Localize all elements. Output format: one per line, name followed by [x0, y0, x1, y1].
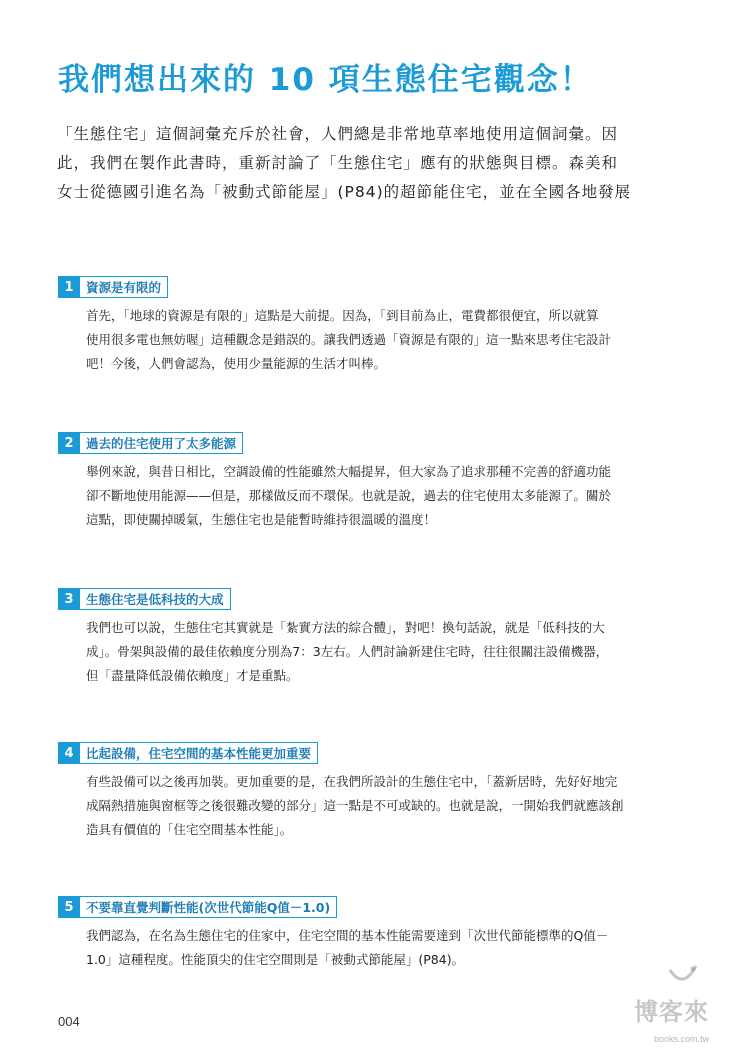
body-line: 1.0」這種程度。性能頂尖的住宅空間則是「被動式節能屋」(P84)。	[86, 952, 465, 967]
section-body	[86, 616, 671, 688]
body-line: 但「盡量降低設備依賴度」才是重點。	[86, 668, 299, 683]
watermark-url: books.com.tw	[654, 1034, 710, 1044]
section-title: 生態住宅是低科技的大成	[80, 588, 231, 610]
section-number: 4	[58, 742, 80, 764]
page-title: 我們想出來的 10 項生態住宅觀念！	[58, 62, 593, 98]
section-heading	[58, 276, 670, 298]
section-3	[58, 588, 670, 688]
watermark-text: 博客來	[634, 998, 709, 1026]
body-line: 我們認為，在名為生態住宅的住家中，住宅空間的基本性能需要達到「次世代節能標準的Q值－	[86, 928, 609, 943]
section-body	[86, 304, 671, 376]
section-body	[86, 460, 671, 532]
section-heading	[58, 742, 670, 764]
section-4	[58, 742, 670, 842]
body-line: 有些設備可以之後再加裝。更加重要的是，在我們所設計的生態住宅中，「蓋新居時，先好好地完	[86, 774, 618, 789]
body-line: 卻不斷地使用能源——但是，那樣做反而不環保。也就是說，過去的住宅使用太多能源了。關於	[86, 488, 612, 503]
section-2	[58, 432, 670, 532]
section-title: 不要靠直覺判斷性能(次世代節能Q值－1.0)	[80, 896, 337, 918]
body-line: 吧！今後，人們會認為，使用少量能源的生活才叫棒。	[86, 356, 387, 371]
body-line: 成」。骨架與設備的最佳依賴度分別為7：3左右。人們討論新建住宅時，往往很關注設備機器，	[86, 644, 609, 659]
intro-line: 「生態住宅」這個詞彙充斥於社會，人們總是非常地草率地使用這個詞彙。因	[57, 125, 619, 143]
section-5	[58, 896, 670, 972]
body-line: 這點，即使關掉暖氣，生態住宅也是能暫時維持很溫暖的溫度！	[86, 512, 437, 527]
section-heading	[58, 896, 670, 918]
section-body	[86, 770, 671, 842]
watermark-logo	[628, 956, 738, 1051]
section-heading	[58, 588, 670, 610]
section-title: 過去的住宅使用了太多能源	[80, 432, 243, 454]
body-line: 使用很多電也無妨喔」這種觀念是錯誤的。讓我們透過「資源是有限的」這一點來思考住宅設計	[86, 332, 612, 347]
section-title: 比起設備，住宅空間的基本性能更加重要	[80, 742, 318, 764]
section-number: 1	[58, 276, 80, 298]
intro-line: 此，我們在製作此書時，重新討論了「生態住宅」應有的狀態與目標。森美和	[57, 154, 619, 172]
body-line: 造具有價值的「住宅空間基本性能」。	[86, 822, 293, 837]
section-heading	[58, 432, 670, 454]
section-number: 2	[58, 432, 80, 454]
body-line: 成隔熱措施與窗框等之後很難改變的部分」這一點是不可或缺的。也就是說，一開始我們就應該創	[86, 798, 624, 813]
section-body	[86, 924, 671, 972]
body-line: 我們也可以說，生態住宅其實就是「紮實方法的綜合體」，對吧！換句話說，就是「低科技的大	[86, 620, 605, 635]
body-line: 首先，「地球的資源是有限的」這點是大前提。因為，「到目前為止，電費都很便宜，所以就算	[86, 308, 599, 323]
body-line: 舉例來說，與昔日相比，空調設備的性能雖然大幅提昇，但大家為了追求那種不完善的舒適功能	[86, 464, 612, 479]
section-title: 資源是有限的	[80, 276, 168, 298]
intro-paragraph	[57, 120, 682, 207]
bird-icon	[666, 960, 700, 994]
intro-line: 女士從德國引進名為「被動式節能屋」(P84)的超節能住宅，並在全國各地發展	[57, 183, 632, 201]
page-number: 004	[58, 1014, 80, 1029]
section-number: 5	[58, 896, 80, 918]
section-1	[58, 276, 670, 376]
section-number: 3	[58, 588, 80, 610]
